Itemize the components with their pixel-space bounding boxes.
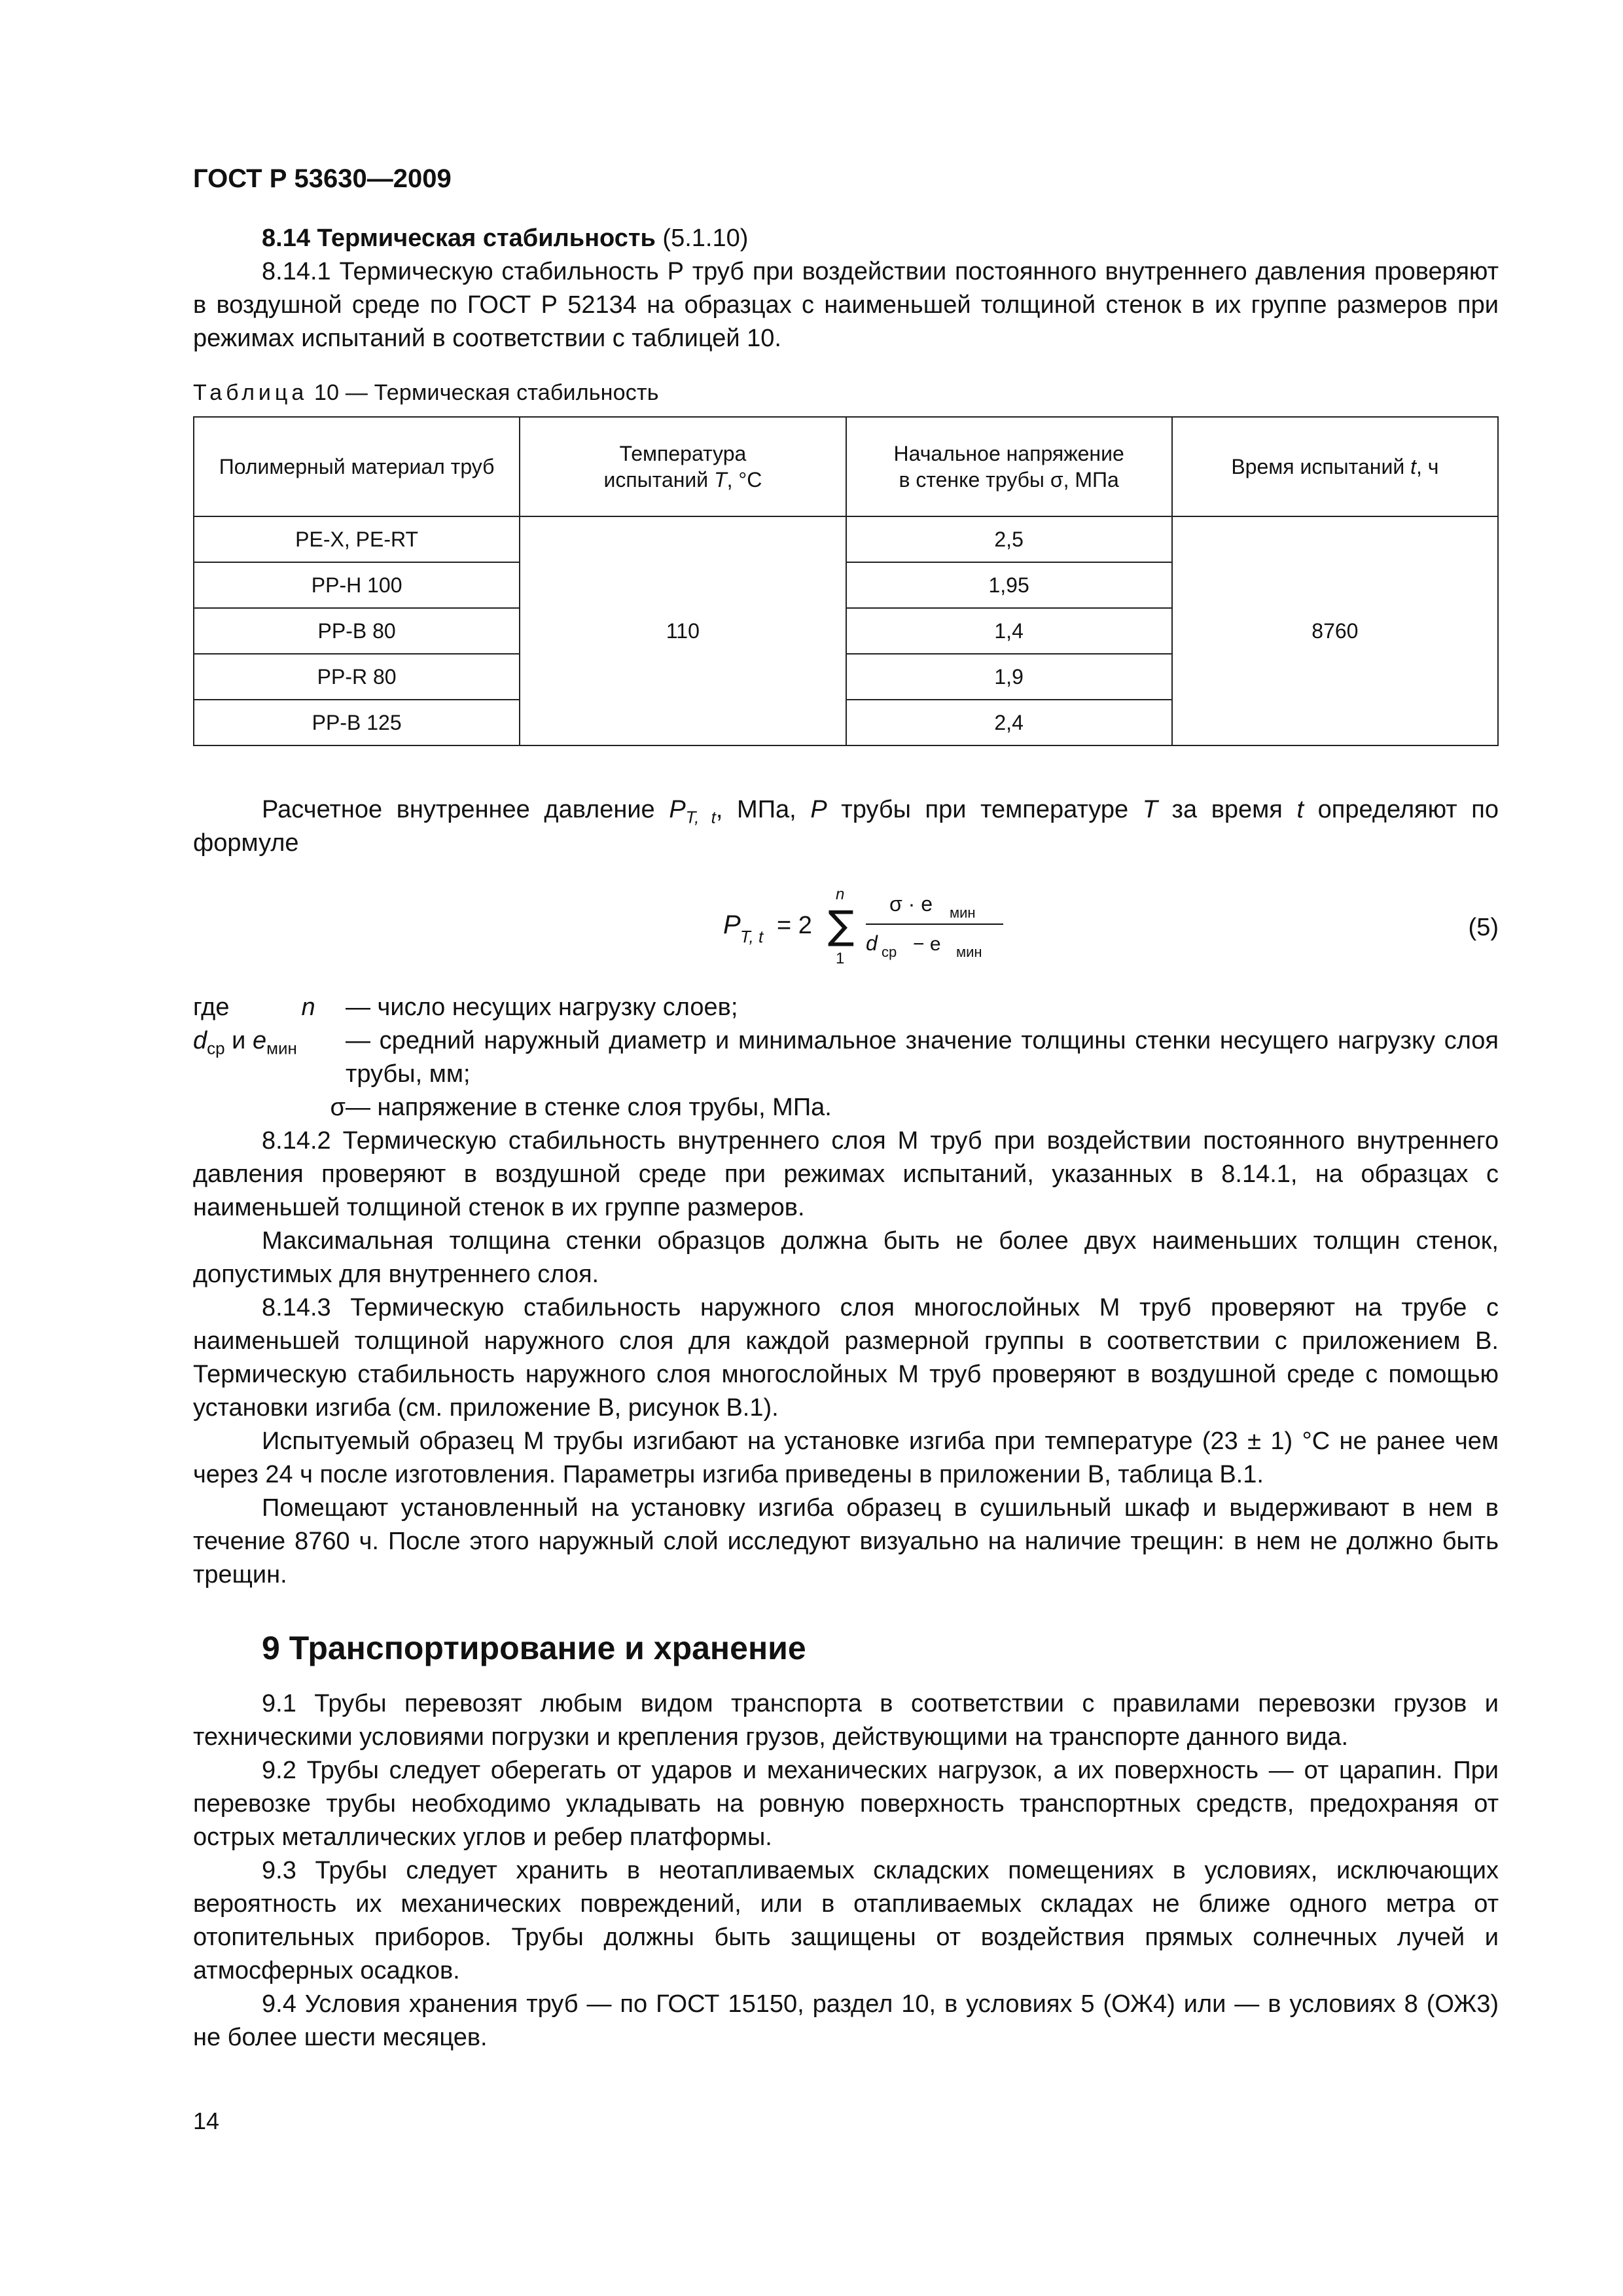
where-term-sigma: σ	[330, 1094, 346, 1121]
intro-text-b: , МПа,	[715, 796, 811, 823]
where-def-n: — число несущих нагрузку слоев;	[346, 994, 738, 1021]
where-def-sigma: — напряжение в стенке слоя трубы, МПа.	[346, 1094, 832, 1121]
formula-denominator-e-sub: мин	[956, 944, 982, 960]
header-temp-line2: испытаний	[603, 468, 709, 492]
intro-text-a: Расчетное внутреннее давление	[262, 796, 669, 823]
paragraph-max-thickness: Максимальная толщина стенки образцов должна быть не более двух наименьших толщин стенок, допустимых для внутреннего слоя.	[193, 1227, 1499, 1288]
where-block	[193, 991, 1499, 1124]
where-row-n	[193, 991, 1499, 1024]
cell-stress: 1,9	[846, 654, 1172, 700]
where-row-sigma	[193, 1091, 1499, 1124]
where-term-e-sub: мин	[266, 1038, 297, 1058]
header-temperature	[520, 417, 846, 516]
section-8-14-heading	[193, 222, 1499, 255]
header-time-symbol: t	[1410, 455, 1416, 478]
summation-upper: n	[836, 886, 845, 903]
intro-symbol-t: T	[1142, 796, 1158, 823]
formula-lhs-p: P	[723, 910, 741, 939]
table-header-row	[194, 417, 1498, 516]
formula-number: (5)	[1468, 914, 1499, 941]
page-number: 14	[193, 2108, 220, 2134]
section-ref: (5.1.10)	[662, 224, 749, 252]
paragraph-9-1: 9.1 Трубы перевозят любым видом транспорта в соответствии с правилами перевозки грузов и техническими условиями погрузки и крепления грузов, действующими на транспорте данного вида.	[193, 1690, 1499, 1751]
paragraph-9-4: 9.4 Условия хранения труб — по ГОСТ 15150, раздел 10, в условиях 5 (ОЖ4) или — в условиях 8 (ОЖ3) не более шести месяцев.	[193, 1990, 1499, 2051]
section-number: 8.14	[262, 224, 310, 252]
intro-symbol-sub: T, t	[685, 807, 716, 827]
header-temp-symbol: T	[714, 468, 727, 492]
cell-material: PP-B 125	[194, 700, 520, 745]
formula-denominator-d-sub: ср	[882, 944, 897, 960]
paragraph-8-14-1: 8.14.1 Термическую стабильность Р труб при воздействии постоянного внутреннего давления проверяют в воздушной среде по ГОСТ Р 52134 на образцах с наименьшей толщиной стенок в их группе размеров при режимах испытаний в соответствии с таблицей 10.	[193, 258, 1499, 352]
header-stress-line2: в стенке трубы σ, МПа	[899, 468, 1119, 492]
formula-lhs-sub: T, t	[740, 927, 764, 946]
cell-stress: 1,4	[846, 608, 1172, 654]
formula-block	[193, 873, 1499, 978]
formula-denominator-d: d	[866, 931, 878, 955]
header-stress	[846, 417, 1172, 516]
cell-material: PE-X, PE-RT	[194, 516, 520, 562]
page-content	[193, 162, 1499, 2054]
paragraph-drying: Помещают установленный на установку изгиба образец в сушильный шкаф и выдерживают в нем в течение 8760 ч. После этого наружный слой исследуют визуально на наличие трещин: в нем не должно быть трещин.	[193, 1494, 1499, 1588]
where-term-d-sub: ср	[207, 1038, 225, 1058]
cell-stress: 2,5	[846, 516, 1172, 562]
formula-numerator: σ · e	[889, 892, 933, 916]
where-row-d	[193, 1024, 1499, 1091]
header-time	[1172, 417, 1498, 516]
document-header: ГОСТ Р 53630—2009	[193, 164, 452, 193]
formula-numerator-sub: мин	[950, 905, 976, 921]
paragraph-9-3: 9.3 Трубы следует хранить в неотапливаемых складских помещениях в условиях, исключающих вероятность их механических повреждений, или в отапливаемых складах не ближе одного метра от отопительных приборов. Трубы должны быть защищены от воздействия прямых солнечных лучей и атмосферных осадков.	[193, 1857, 1499, 1984]
cell-material: PP-H 100	[194, 562, 520, 608]
header-temp-line1: Температура	[619, 442, 747, 465]
summation-lower: 1	[836, 950, 845, 967]
where-def-d: — средний наружный диаметр и минимальное значение толщины стенки несущего нагрузку слоя трубы, мм;	[346, 1027, 1499, 1088]
table-row	[194, 516, 1498, 562]
intro-text-d: за время	[1157, 796, 1297, 823]
table-caption-text: 10 — Термическая стабильность	[313, 380, 659, 405]
formula-denominator-minus: − e	[913, 933, 941, 955]
table-caption-word: Таблица	[193, 380, 308, 405]
intro-symbol-time: t	[1296, 796, 1304, 823]
intro-symbol-p2: Р	[810, 796, 827, 823]
where-term-n: n	[301, 994, 315, 1021]
header-time-label: Время испытаний	[1231, 455, 1405, 478]
where-label: где	[193, 994, 230, 1021]
header-material: Полимерный материал труб	[194, 417, 520, 516]
where-word	[193, 991, 346, 1024]
paragraph-9-2: 9.2 Трубы следует оберегать от ударов и механических нагрузок, а их поверхность — от царапин. При перевозке трубы необходимо укладывать на ровную поверхность транспортных средств, предохраняя от острых металлических углов и ребер платформы.	[193, 1757, 1499, 1851]
cell-time: 8760	[1172, 516, 1498, 745]
paragraph-8-14-3: 8.14.3 Термическую стабильность наружного слоя многослойных М труб проверяют на трубе с наименьшей толщиной наружного слоя для каждой размерной группы в соответствии с приложением В. Термическую стабильность наружного слоя многослойных М труб проверяют в воздушной среде с помощью установки изгиба (см. приложение В, рисунок В.1).	[193, 1294, 1499, 1422]
intro-symbol-p: P	[669, 796, 686, 823]
section-title: Термическая стабильность	[317, 224, 656, 252]
header-temp-unit: , °С	[726, 468, 762, 492]
where-term-and: и	[224, 1027, 253, 1054]
formula-intro	[193, 793, 1499, 860]
where-term-d: d	[193, 1027, 207, 1054]
summation-icon: ∑	[828, 903, 855, 948]
intro-text-e: определяют по формуле	[193, 796, 1499, 857]
where-term-e: e	[252, 1027, 267, 1054]
header-stress-line1: Начальное напряжение	[893, 442, 1124, 465]
cell-material: PP-B 80	[194, 608, 520, 654]
table-thermal-stability	[193, 416, 1499, 746]
header-time-unit: , ч	[1416, 455, 1439, 478]
intro-text-c: трубы при температуре	[827, 796, 1143, 823]
table-caption	[193, 376, 1499, 410]
formula-5	[723, 880, 1024, 971]
chapter-9-title: 9 Транспортирование и хранение	[262, 1630, 806, 1666]
where-term-d-e	[193, 1024, 346, 1091]
paragraph-8-14-2: 8.14.2 Термическую стабильность внутреннего слоя М труб при воздействии постоянного внутреннего давления проверяют в воздушной среде при режимах испытаний, указанных в 8.14.1, на образцах с наименьшей толщиной стенок в их группе размеров.	[193, 1127, 1499, 1221]
formula-equals-two: = 2	[777, 912, 812, 939]
cell-material: PP-R 80	[194, 654, 520, 700]
paragraph-bending: Испытуемый образец М трубы изгибают на установке изгиба при температуре (23 ± 1) °С не ранее чем через 24 ч после изготовления. Параметры изгиба приведены в приложении В, таблица В.1.	[193, 1427, 1499, 1488]
cell-temperature: 110	[520, 516, 846, 745]
cell-stress: 1,95	[846, 562, 1172, 608]
cell-stress: 2,4	[846, 700, 1172, 745]
